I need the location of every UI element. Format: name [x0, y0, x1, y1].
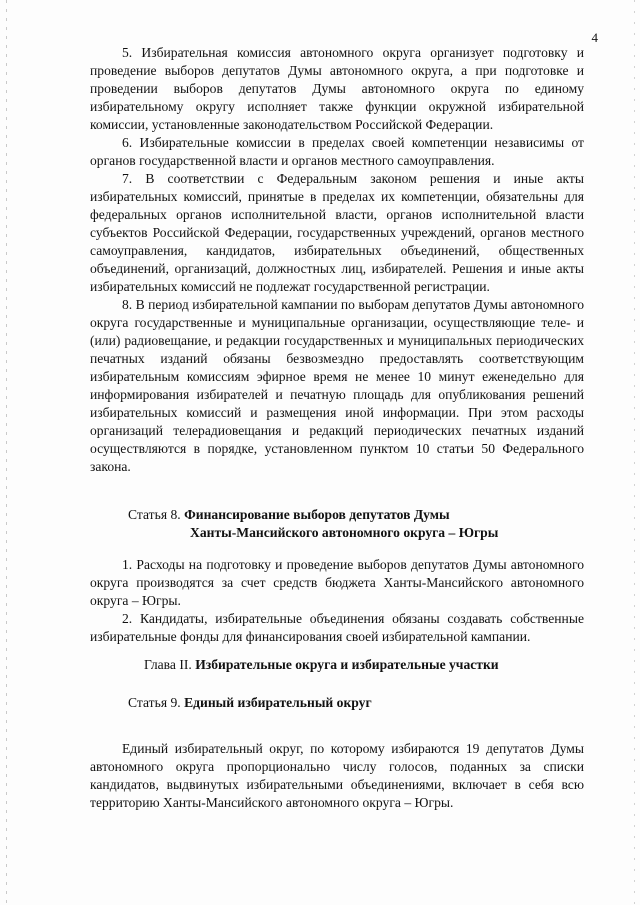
- clause-5: 5. Избирательная комиссия автономного округа организует подготовку и проведение выборов депутатов Думы автономного округа, а при подготовке и проведении выборов депутатов Думы автономного округа по единому избирательному округу исполняет также функции окружной избирательной комиссии, установленные законодательством Российской Федерации.: [90, 45, 584, 132]
- article9-heading: [128, 694, 588, 712]
- scan-edge-right: [634, 0, 635, 905]
- article8-body: [90, 556, 584, 646]
- article9-body: [90, 740, 584, 812]
- article8-clause-1: 1. Расходы на подготовку и проведение выборов депутатов Думы автономного округа производятся за счет средств бюджета Ханты-Мансийского автономного округа – Югры.: [90, 557, 584, 608]
- article9-label: Статья 9.: [128, 695, 181, 710]
- chapter2-label: Глава II.: [144, 657, 192, 672]
- chapter2-heading: [144, 656, 604, 674]
- article8-title-line2: Ханты-Мансийского автономного округа – Югры: [190, 525, 499, 540]
- article7-clauses: [90, 44, 584, 476]
- page-number: 4: [591, 30, 598, 45]
- article8-title-line1: Финансирование выборов депутатов Думы: [184, 507, 450, 522]
- chapter2-title: Избирательные округа и избирательные участки: [195, 657, 499, 672]
- article8-label: Статья 8.: [128, 507, 181, 522]
- article9-paragraph: Единый избирательный округ, по которому избираются 19 депутатов Думы автономного округа пропорционально числу голосов, поданных за списки кандидатов, выдвинутых избирательными объединениями, включает в себя всю территорию Ханты-Мансийского автономного округа – Югры.: [90, 741, 584, 810]
- clause-7: 7. В соответствии с Федеральным законом решения и иные акты избирательных комиссий, принятые в пределах их компетенции, обязательны для федеральных органов исполнительной власти, органов исполнительной власти субъектов Российской Федерации, государственных учреждений, органов местного самоуправления, кандидатов, избирательных объединений, общественных объединений, организаций, должностных лиц, избирателей. Решения и иные акты избирательных комиссий не подлежат государственной регистрации.: [90, 171, 584, 294]
- article8-clause-2: 2. Кандидаты, избирательные объединения обязаны создавать собственные избирательные фонды для финансирования своей избирательной кампании.: [90, 611, 584, 644]
- clause-8: 8. В период избирательной кампании по выборам депутатов Думы автономного округа государственные и муниципальные организации, осуществляющие теле- и (или) радиовещание, и редакции государственных и муниципальных периодических печатных изданий обязаны безвозмездно предоставлять соответствующим избирательным комиссиям эфирное время не менее 10 минут еженедельно для информирования избирателей и печатную площадь для опубликования решений избирательных комиссий и размещения иной информации. При этом расходы организаций телерадиовещания и редакций периодических печатных изданий осуществляются в порядке, установленном пунктом 10 статьи 50 Федерального закона.: [90, 297, 584, 474]
- article9-title: Единый избирательный округ: [184, 695, 372, 710]
- clause-6: 6. Избирательные комиссии в пределах своей компетенции независимы от органов государственной власти и органов местного самоуправления.: [90, 135, 584, 168]
- scan-edge-left: [6, 0, 7, 905]
- article8-heading: [128, 506, 588, 542]
